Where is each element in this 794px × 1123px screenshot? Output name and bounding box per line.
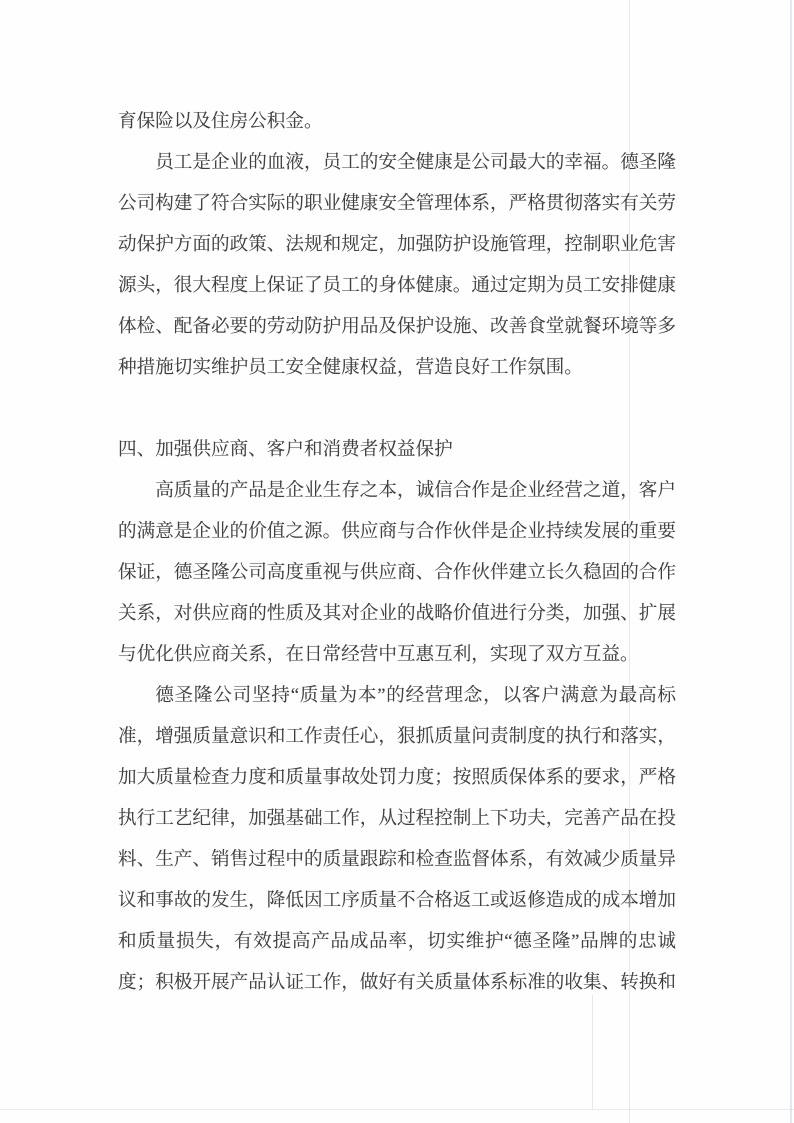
page-body-text bbox=[118, 101, 676, 1003]
body-line: 德圣隆公司坚持“质量为本”的经营理念，以客户满意为最高标 bbox=[155, 685, 676, 706]
section-heading: 四、加强供应商、客户和消费者权益保护 bbox=[118, 439, 453, 460]
body-line: 保证，德圣隆公司高度重视与供应商、合作伙伴建立长久稳固的合作 bbox=[118, 562, 676, 583]
body-line: 和质量损失，有效提高产品成品率，切实维护“德圣隆”品牌的忠诚 bbox=[118, 931, 676, 952]
body-line: 关系，对供应商的性质及其对企业的战略价值进行分类，加强、扩展 bbox=[118, 603, 676, 624]
body-line: 高质量的产品是企业生存之本，诚信合作是企业经营之道，客户 bbox=[155, 480, 676, 501]
body-line: 体检、配备必要的劳动防护用品及保护设施、改善食堂就餐环境等多 bbox=[118, 316, 676, 337]
body-line: 源头，很大程度上保证了员工的身体健康。通过定期为员工安排健康 bbox=[118, 275, 676, 296]
body-line: 的满意是企业的价值之源。供应商与合作伙伴是企业持续发展的重要 bbox=[118, 521, 676, 542]
body-line: 公司构建了符合实际的职业健康安全管理体系，严格贯彻落实有关劳 bbox=[118, 193, 676, 214]
body-line: 料、生产、销售过程中的质量跟踪和检查监督体系，有效减少质量异 bbox=[118, 849, 676, 870]
body-line: 育保险以及住房公积金。 bbox=[118, 111, 323, 132]
body-line: 种措施切实维护员工安全健康权益，营造良好工作氛围。 bbox=[118, 357, 583, 378]
scan-bottom-edge-artifact bbox=[0, 1109, 794, 1110]
scan-edge-artifact bbox=[790, 0, 792, 1123]
body-line: 与优化供应商关系，在日常经营中互惠互利，实现了双方互益。 bbox=[118, 644, 639, 665]
body-line: 准，增强质量意识和工作责任心，狠抓质量问责制度的执行和落实， bbox=[118, 726, 676, 747]
scan-streak-artifact bbox=[592, 995, 593, 1109]
body-line: 议和事故的发生，降低因工序质量不合格返工或返修造成的成本增加 bbox=[118, 890, 676, 911]
body-line: 加大质量检查力度和质量事故处罚力度；按照质保体系的要求，严格 bbox=[118, 767, 676, 788]
body-line: 员工是企业的血液，员工的安全健康是公司最大的幸福。德圣隆 bbox=[155, 152, 676, 173]
body-line: 执行工艺纪律，加强基础工作，从过程控制上下功夫，完善产品在投 bbox=[118, 808, 676, 829]
body-line: 度；积极开展产品认证工作，做好有关质量体系标准的收集、转换和 bbox=[118, 972, 676, 993]
body-line: 动保护方面的政策、法规和规定，加强防护设施管理，控制职业危害 bbox=[118, 234, 676, 255]
